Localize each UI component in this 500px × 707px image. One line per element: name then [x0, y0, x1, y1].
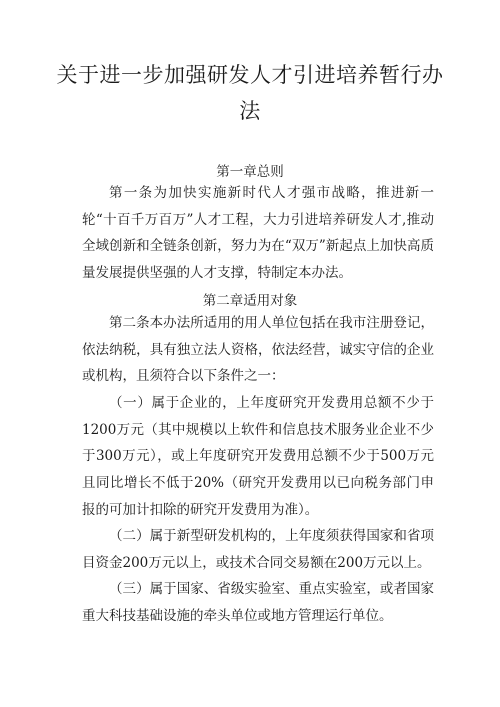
document-title-line1: 关于进一步加强研发人才引进培养暂行办	[56, 63, 444, 87]
document-title-line2: 法	[239, 99, 261, 123]
condition2-paragraph: （二）属于新型研发机构的，上年度须获得国家和省项目资金200万元以上，或技术合同交易额在200万元以上。	[82, 528, 434, 571]
chapter1-heading: 第一章总则	[216, 164, 284, 180]
condition3-paragraph: （三）属于国家、省级实验室、重点实验室，或者国家重大科技基础设施的牵头单位或地方管理运行单位。	[82, 581, 434, 624]
article2-paragraph: 第二条本办法所适用的用人单位包括在我市注册登记，依法纳税，具有独立法人资格，依法经营，诚实守信的企业或机构，且须符合以下条件之一：	[82, 315, 434, 385]
condition1-paragraph: （一）属于企业的，上年度研究开发费用总额不少于1200万元（其中规模以上软件和信息技术服务业企业不少于300万元），或上年度研究开发费用总额不少于500万元且同比增长不低于20%（研究开发费用以已向税务部门申报的可加计扣除的研究开发费用为准）。	[82, 395, 434, 518]
chapter2-heading: 第二章适用对象	[202, 293, 298, 309]
article1-paragraph: 第一条为加快实施新时代人才强市战略，推进新一轮“十百千万百万”人才工程，大力引进培养研发人才,推动全域创新和全链条创新，努力为在“双万”新起点上加快高质量发展提供坚强的人才支撑，特制定本办法。	[82, 185, 434, 282]
